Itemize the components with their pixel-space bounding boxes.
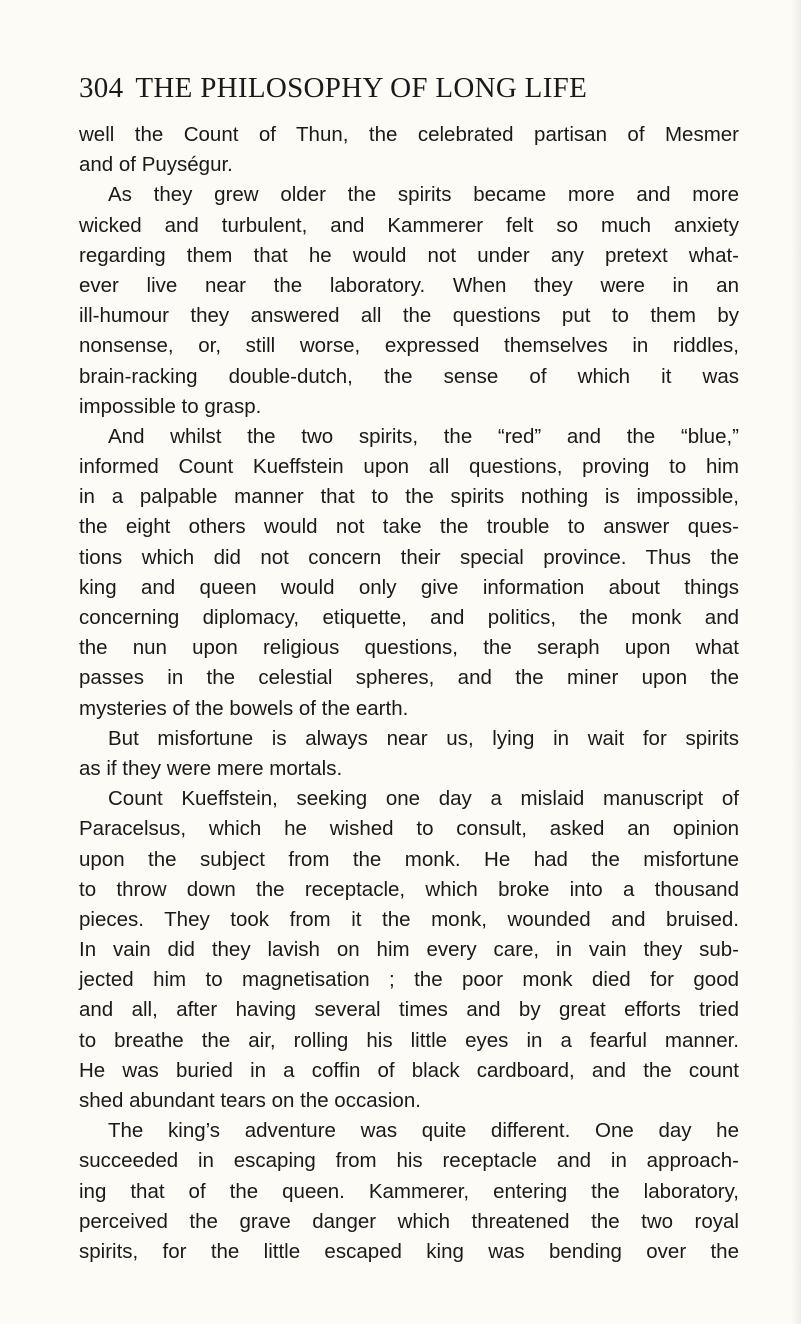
text-line: concerning diplomacy, etiquette, and politics, the monk and bbox=[79, 606, 739, 629]
running-head bbox=[79, 72, 739, 105]
text-line: shed abundant tears on the occasion. bbox=[79, 1089, 421, 1112]
text-line: the nun upon religious questions, the seraph upon what bbox=[79, 636, 739, 660]
text-line: As they grew older the spirits became more and more bbox=[108, 183, 739, 207]
text-line: succeeded in escaping from his receptacle and in approach- bbox=[79, 1149, 739, 1173]
text-line: as if they were mere mortals. bbox=[79, 756, 343, 780]
text-line: upon the subject from the monk. He had the misfortune bbox=[79, 847, 739, 871]
text-line: pieces. They took from it the monk, wounded and bruised. bbox=[79, 907, 739, 931]
text-line: wicked and turbulent, and Kammerer felt so much anxiety bbox=[79, 213, 739, 237]
text-line: perceived the grave danger which threatened the two royal bbox=[79, 1209, 739, 1233]
text-line: in a palpable manner that to the spirits nothing is impossible, bbox=[79, 485, 739, 509]
text-line: In vain did they lavish on him every care, in vain they sub- bbox=[79, 938, 739, 962]
text-line: And whilst the two spirits, the “red” and the “blue,” bbox=[108, 424, 739, 448]
page-edge-shadow bbox=[791, 0, 801, 1324]
text-line: mysteries of the bowels of the earth. bbox=[79, 696, 409, 720]
text-line: and all, after having several times and by great efforts tried bbox=[79, 998, 739, 1022]
text-line: brain-racking double-dutch, the sense of which it was bbox=[79, 364, 739, 388]
text-line: and of Puységur. bbox=[79, 153, 233, 177]
text-line: king and queen would only give information about things bbox=[79, 575, 739, 599]
text-line: well the Count of Thun, the celebrated partisan of Mesmer bbox=[79, 123, 739, 146]
text-line: Paracelsus, which he wished to consult, asked an opinion bbox=[79, 817, 739, 841]
text-line: spirits, for the little escaped king was bending over the bbox=[79, 1239, 739, 1263]
text-line: impossible to grasp. bbox=[79, 394, 262, 418]
text-line: to throw down the receptacle, which broke into a thousand bbox=[79, 877, 739, 901]
text-line: to breathe the air, rolling his little eyes in a fearful manner. bbox=[79, 1028, 739, 1052]
text-line: regarding them that he would not under any pretext what- bbox=[79, 243, 739, 267]
text-line: the eight others would not take the trouble to answer ques- bbox=[79, 515, 739, 539]
text-line: ever live near the laboratory. When they were in an bbox=[79, 273, 739, 297]
text-line: The king’s adventure was quite different. One day he bbox=[108, 1119, 739, 1143]
text-line: informed Count Kueffstein upon all questions, proving to him bbox=[79, 455, 739, 479]
text-line: Count Kueffstein, seeking one day a mislaid manuscript of bbox=[108, 787, 739, 811]
text-line: nonsense, or, still worse, expressed themselves in riddles, bbox=[79, 334, 739, 358]
text-line: tions which did not concern their special province. Thus the bbox=[79, 545, 739, 569]
body-text bbox=[79, 120, 739, 1267]
text-line: He was buried in a coffin of black cardboard, and the count bbox=[79, 1058, 739, 1082]
text-line: ill-humour they answered all the questions put to them by bbox=[79, 304, 739, 328]
page-number: 304 bbox=[79, 72, 124, 104]
text-line: passes in the celestial spheres, and the miner upon the bbox=[79, 666, 739, 690]
text-line: But misfortune is always near us, lying in wait for spirits bbox=[108, 726, 739, 750]
text-line: ing that of the queen. Kammerer, entering the laboratory, bbox=[79, 1179, 739, 1203]
text-line: jected him to magnetisation ; the poor monk died for good bbox=[79, 968, 739, 992]
running-head-title: THE PHILOSOPHY OF LONG LIFE bbox=[135, 72, 588, 104]
